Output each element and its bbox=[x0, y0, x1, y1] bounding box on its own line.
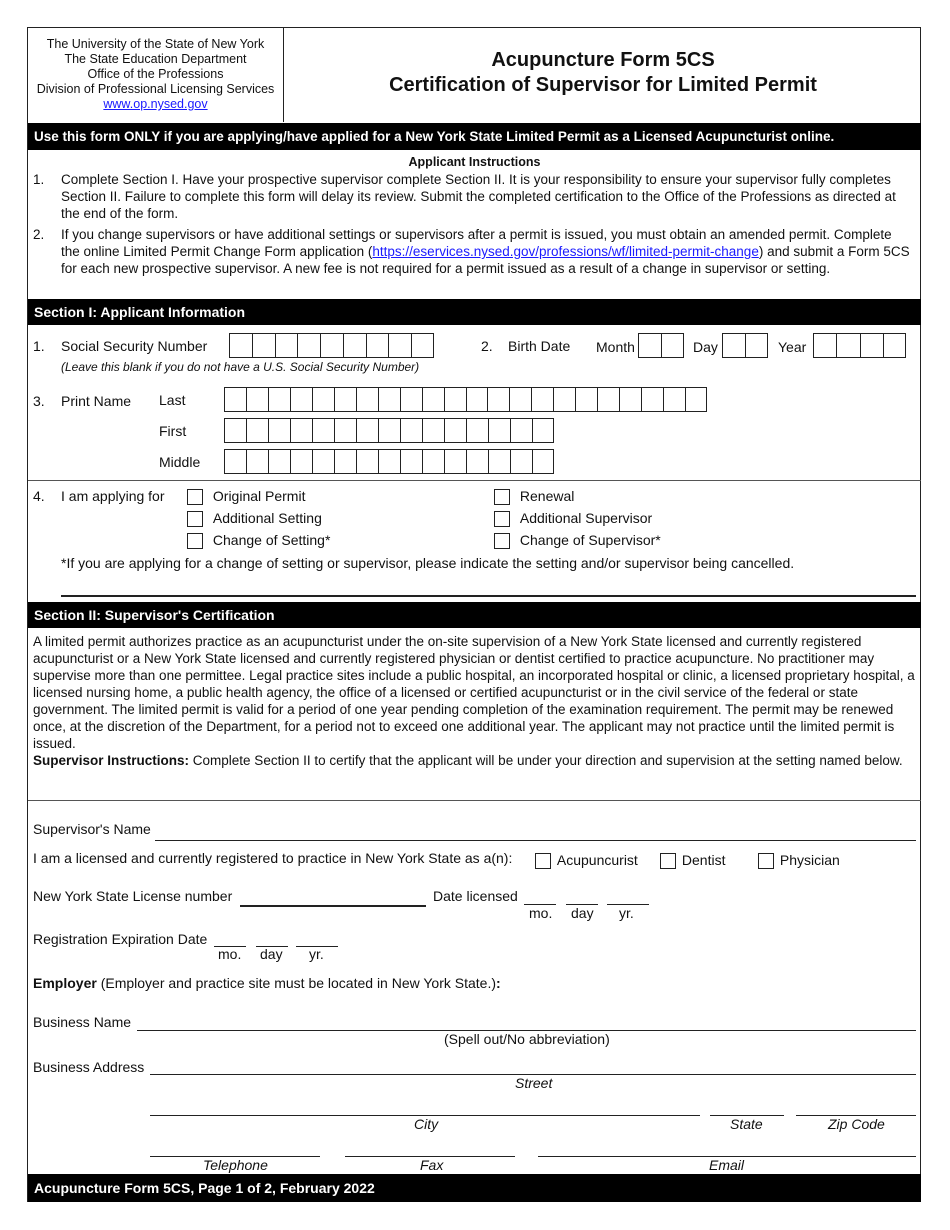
date-licensed-day: day bbox=[571, 905, 594, 921]
box-divider bbox=[388, 334, 389, 357]
ssn-num: 1. bbox=[33, 338, 45, 354]
box-divider bbox=[334, 419, 335, 442]
first-label: First bbox=[159, 423, 187, 439]
instruction-2-text-before: If you change supervisors or have additional settings or supervisors after a permit is issued, you must obtain an amended permit. Complete the online Limited Permit Change Form application ( bbox=[61, 227, 892, 259]
form-title bbox=[285, 48, 921, 98]
org-line3: Office of the Professions bbox=[87, 67, 224, 81]
reg-exp-mo: mo. bbox=[218, 946, 242, 962]
section2-paragraph bbox=[33, 633, 915, 769]
box-divider bbox=[378, 388, 379, 411]
box-divider bbox=[246, 450, 247, 473]
birth-label: Birth Date bbox=[508, 338, 571, 354]
box-divider bbox=[487, 388, 488, 411]
box-divider bbox=[532, 450, 533, 473]
box-divider bbox=[297, 334, 298, 357]
box-divider bbox=[343, 334, 344, 357]
notice-bar: Use this form ONLY if you are applying/have applied for a New York State Limited Permit as a Licensed Acupuncturist online. bbox=[28, 123, 921, 150]
spell-out-note: (Spell out/No abbreviation) bbox=[444, 1031, 610, 1047]
box-divider bbox=[246, 419, 247, 442]
footer-bar: Acupuncture Form 5CS, Page 1 of 2, February 2022 bbox=[28, 1174, 921, 1202]
name-label: Print Name bbox=[61, 393, 132, 409]
reg-exp-yr: yr. bbox=[309, 946, 324, 962]
box-divider bbox=[422, 450, 423, 473]
license-number-line[interactable] bbox=[240, 905, 426, 907]
box-divider bbox=[366, 334, 367, 357]
employer-colon: : bbox=[496, 975, 501, 991]
reg-exp-label: Registration Expiration Date bbox=[33, 931, 208, 947]
box-divider bbox=[268, 419, 269, 442]
box-divider bbox=[510, 419, 511, 442]
box-divider bbox=[268, 388, 269, 411]
option-physician[interactable] bbox=[758, 852, 840, 869]
box-divider bbox=[444, 450, 445, 473]
date-licensed-yr: yr. bbox=[619, 905, 634, 921]
box-divider bbox=[312, 450, 313, 473]
apply-label: I am applying for bbox=[61, 488, 165, 504]
org-link[interactable]: www.op.nysed.gov bbox=[103, 97, 208, 111]
box-divider bbox=[334, 450, 335, 473]
box-divider bbox=[356, 388, 357, 411]
section1-title: Section I: Applicant Information bbox=[28, 299, 921, 325]
divider-section2 bbox=[28, 800, 921, 801]
title-line2: Certification of Supervisor for Limited Permit bbox=[389, 74, 817, 96]
day-boxes[interactable] bbox=[722, 333, 768, 358]
option-additional-supervisor[interactable] bbox=[494, 510, 652, 527]
title-line1: Acupuncture Form 5CS bbox=[491, 49, 715, 71]
year-label: Year bbox=[778, 339, 807, 355]
change-note: *If you are applying for a change of setting or supervisor, please indicate the setting and/or supervisor being cancelled. bbox=[61, 555, 795, 571]
instruction-2-text bbox=[61, 226, 913, 277]
checkbox-dentist[interactable] bbox=[660, 853, 676, 869]
supervisor-name-label: Supervisor's Name bbox=[33, 821, 151, 837]
ssn-note: (Leave this blank if you do not have a U.S. Social Security Number) bbox=[61, 360, 420, 374]
box-divider bbox=[444, 388, 445, 411]
box-divider bbox=[411, 334, 412, 357]
box-divider bbox=[334, 388, 335, 411]
box-divider bbox=[641, 388, 642, 411]
instruction-1-text: Complete Section I. Have your prospective supervisor complete Section II. It is your responsibility to ensure your supervisor fully completes Section II. Failure to complete this form will delay its review. Submit the completed certification to the Office of the Professions as directed at the end of the form. bbox=[61, 172, 896, 221]
option-change-of-setting-label: Change of Setting* bbox=[212, 532, 331, 548]
box-divider bbox=[619, 388, 620, 411]
option-additional-setting[interactable] bbox=[187, 510, 322, 527]
divider-section1 bbox=[28, 480, 921, 481]
supervisor-name-line[interactable] bbox=[155, 840, 916, 841]
option-acupuncurist-label: Acupuncurist bbox=[556, 852, 638, 868]
street-label: Street bbox=[515, 1075, 553, 1091]
option-physician-label: Physician bbox=[779, 852, 840, 868]
box-divider bbox=[320, 334, 321, 357]
box-divider bbox=[509, 388, 510, 411]
option-original-permit[interactable] bbox=[187, 488, 305, 505]
month-boxes[interactable] bbox=[638, 333, 684, 358]
option-change-of-setting[interactable] bbox=[187, 532, 330, 549]
box-divider bbox=[378, 450, 379, 473]
limited-permit-change-link[interactable]: https://eservices.nysed.gov/professions/wf/limited-permit-change bbox=[372, 244, 759, 259]
instruction-2 bbox=[33, 226, 913, 277]
option-original-permit-label: Original Permit bbox=[212, 488, 306, 504]
section2-title: Section II: Supervisor's Certification bbox=[28, 602, 921, 628]
option-renewal-label: Renewal bbox=[519, 488, 575, 504]
apply-num: 4. bbox=[33, 488, 45, 504]
section2-paragraph-text: A limited permit authorizes practice as an acupuncturist under the on-site supervision of a New York State licensed and currently registered acupuncturist or a New York State licensed and currently registered physician or dentist certified to practice acupuncture. No practitioner may supervise more than one permittee. Legal practice sites include a public hospital, an incorporated hospital or clinic, a licensed proprietary hospital, a licensed nursing home, a public health agency, the office of a licensed or certified acupuncturist or in the civil service of the federal or state government. The limited permit is valid for a period of one year pending completion of the examination requirement. The permit may be renewed once, at the discretion of the Department, for a period not to exceed one additional year. The applicant may not practice until the limited permit is issued. bbox=[33, 634, 915, 751]
box-divider bbox=[466, 450, 467, 473]
box-divider bbox=[553, 388, 554, 411]
box-divider bbox=[466, 419, 467, 442]
box-divider bbox=[422, 388, 423, 411]
fax-label: Fax bbox=[420, 1157, 444, 1173]
instruction-2-text-after: ) and submit a Form 5CS for each new prospective supervisor. A new fee is not required for a permit issued as a result of a change in supervisor or setting. bbox=[61, 244, 910, 276]
box-divider bbox=[597, 388, 598, 411]
box-divider bbox=[685, 388, 686, 411]
box-divider bbox=[836, 334, 837, 357]
employer-bold: Employer bbox=[33, 975, 97, 991]
box-divider bbox=[400, 388, 401, 411]
day-label: Day bbox=[693, 339, 718, 355]
checkbox-change-of-supervisor[interactable] bbox=[494, 533, 510, 549]
birth-num: 2. bbox=[481, 338, 493, 354]
date-licensed-mo: mo. bbox=[529, 905, 553, 921]
box-divider bbox=[510, 450, 511, 473]
option-renewal[interactable] bbox=[494, 488, 574, 505]
middle-name-boxes[interactable] bbox=[224, 449, 554, 474]
option-additional-setting-label: Additional Setting bbox=[212, 510, 322, 526]
employer-text: (Employer and practice site must be located in New York State.) bbox=[96, 975, 497, 991]
box-divider bbox=[356, 450, 357, 473]
box-divider bbox=[488, 419, 489, 442]
option-additional-supervisor-label: Additional Supervisor bbox=[519, 510, 653, 526]
telephone-label: Telephone bbox=[203, 1157, 268, 1173]
instructions-heading: Applicant Instructions bbox=[408, 155, 541, 169]
city-label: City bbox=[414, 1116, 439, 1132]
box-divider bbox=[252, 334, 253, 357]
box-divider bbox=[312, 419, 313, 442]
month-label: Month bbox=[596, 339, 635, 355]
business-address-label: Business Address bbox=[33, 1059, 145, 1075]
box-divider bbox=[466, 388, 467, 411]
box-divider bbox=[275, 334, 276, 357]
checkbox-renewal[interactable] bbox=[494, 489, 510, 505]
state-label: State bbox=[730, 1116, 763, 1132]
box-divider bbox=[378, 419, 379, 442]
org-line4: Division of Professional Licensing Services bbox=[36, 82, 275, 96]
last-label: Last bbox=[159, 392, 186, 408]
box-divider bbox=[488, 450, 489, 473]
email-label: Email bbox=[709, 1157, 745, 1173]
option-change-of-supervisor-label: Change of Supervisor* bbox=[519, 532, 661, 548]
supervisor-instructions-text: Complete Section II to certify that the applicant will be under your direction and supervision at the setting named below. bbox=[189, 753, 903, 768]
box-divider bbox=[290, 450, 291, 473]
option-acupuncurist[interactable] bbox=[535, 852, 638, 869]
box-divider bbox=[663, 388, 664, 411]
box-divider bbox=[312, 388, 313, 411]
checkbox-original-permit[interactable] bbox=[187, 489, 203, 505]
supervisor-instructions-label: Supervisor Instructions: bbox=[33, 753, 190, 768]
box-divider bbox=[290, 419, 291, 442]
last-name-boxes[interactable] bbox=[224, 387, 707, 412]
box-divider bbox=[531, 388, 532, 411]
employer-heading bbox=[33, 975, 501, 991]
license-number-label: New York State License number bbox=[33, 888, 233, 904]
instruction-2-num: 2. bbox=[33, 227, 45, 242]
box-divider bbox=[883, 334, 884, 357]
box-divider bbox=[290, 388, 291, 411]
option-dentist[interactable] bbox=[660, 852, 725, 869]
box-divider bbox=[532, 419, 533, 442]
reg-exp-day: day bbox=[260, 946, 283, 962]
box-divider bbox=[860, 334, 861, 357]
box-divider bbox=[444, 419, 445, 442]
cancelled-setting-line[interactable] bbox=[61, 595, 916, 597]
ssn-label: Social Security Number bbox=[61, 338, 208, 354]
box-divider bbox=[661, 334, 662, 357]
business-name-label: Business Name bbox=[33, 1014, 132, 1030]
year-boxes[interactable] bbox=[813, 333, 906, 358]
org-line1: The University of the State of New York bbox=[46, 37, 265, 51]
box-divider bbox=[268, 450, 269, 473]
option-change-of-supervisor[interactable] bbox=[494, 532, 661, 549]
org-block bbox=[28, 28, 284, 122]
licensed-as-label: I am a licensed and currently registered to practice in New York State as a(n): bbox=[33, 850, 513, 866]
checkbox-acupuncurist[interactable] bbox=[535, 853, 551, 869]
option-dentist-label: Dentist bbox=[681, 852, 726, 868]
box-divider bbox=[400, 450, 401, 473]
box-divider bbox=[745, 334, 746, 357]
name-num: 3. bbox=[33, 393, 45, 409]
middle-label: Middle bbox=[159, 454, 201, 470]
zip-label: Zip Code bbox=[828, 1116, 885, 1132]
date-licensed-label: Date licensed bbox=[433, 888, 518, 904]
checkbox-change-of-setting[interactable] bbox=[187, 533, 203, 549]
checkbox-additional-supervisor[interactable] bbox=[494, 511, 510, 527]
box-divider bbox=[400, 419, 401, 442]
box-divider bbox=[422, 419, 423, 442]
box-divider bbox=[246, 388, 247, 411]
ssn-boxes[interactable] bbox=[229, 333, 434, 358]
instruction-1-num: 1. bbox=[33, 172, 45, 187]
box-divider bbox=[575, 388, 576, 411]
first-name-boxes[interactable] bbox=[224, 418, 554, 443]
instruction-1 bbox=[33, 171, 913, 222]
checkbox-additional-setting[interactable] bbox=[187, 511, 203, 527]
checkbox-physician[interactable] bbox=[758, 853, 774, 869]
box-divider bbox=[356, 419, 357, 442]
org-line2: The State Education Department bbox=[64, 52, 247, 66]
